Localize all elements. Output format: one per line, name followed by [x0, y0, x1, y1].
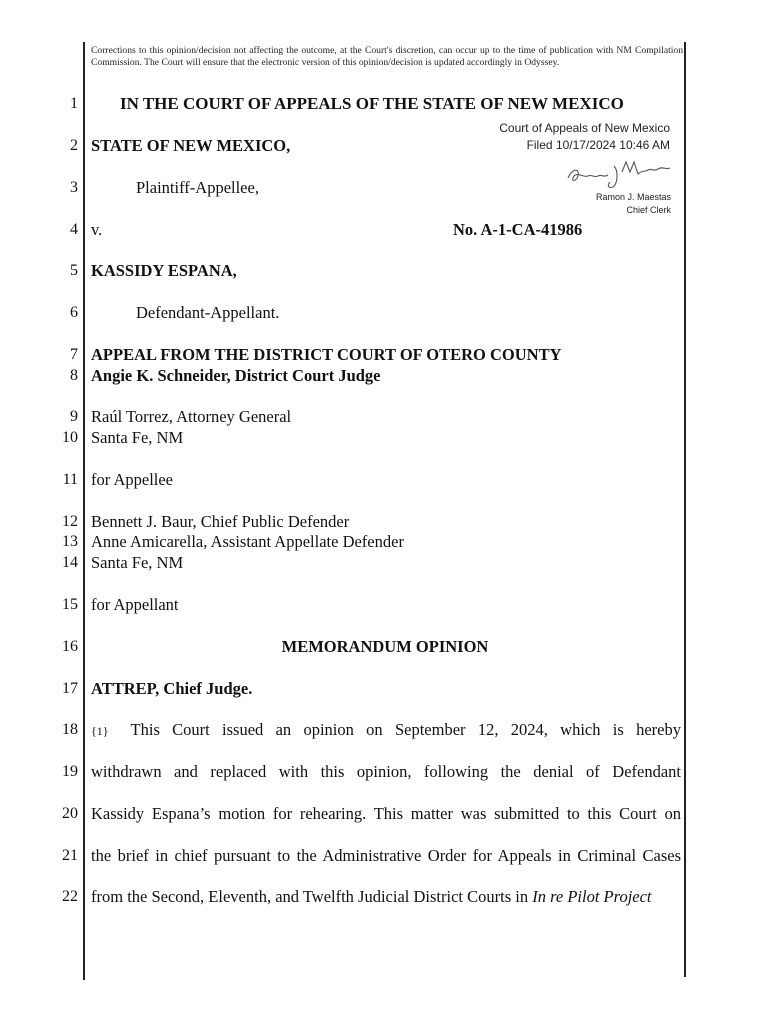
court-heading: IN THE COURT OF APPEALS OF THE STATE OF NEW MEXICO: [120, 94, 624, 113]
left-margin-rule: [83, 42, 85, 980]
defendant-role: Defendant-Appellant.: [136, 303, 280, 322]
line-number: 16: [62, 638, 78, 655]
opinion-line: the brief in chief pursuant to the Administrative Order for Appeals in Criminal Cases: [91, 846, 681, 865]
line-number: 18: [62, 721, 78, 738]
corrections-notice: Corrections to this opinion/decision not affecting the outcome, at the Court's discretion, can occur up to the time of publication with NM Compilation Commission. The Court will ensure that the electronic version of this opinion/decision is updated accordingly in Odyssey.: [91, 45, 683, 68]
case-citation: In re Pilot Project: [532, 887, 652, 906]
defendant-name: KASSIDY ESPANA,: [91, 261, 237, 280]
opinion-line: [91, 720, 681, 741]
line-number: 1: [70, 95, 78, 112]
appellant-counsel-line: Santa Fe, NM: [91, 553, 184, 572]
line-number: 6: [70, 304, 78, 321]
case-number: No. A-1-CA-41986: [453, 220, 583, 239]
appellee-counsel-line: Raúl Torrez, Attorney General: [91, 407, 292, 426]
line-number: 21: [62, 847, 78, 864]
opinion-title: MEMORANDUM OPINION: [281, 637, 489, 656]
line-number: 13: [62, 533, 78, 550]
line-number: 17: [62, 680, 78, 697]
right-margin-rule: [684, 42, 686, 977]
stamp-clerk-title: Chief Clerk: [626, 205, 671, 215]
line-number: 11: [62, 471, 78, 488]
stamp-court: Court of Appeals of New Mexico: [499, 121, 670, 135]
line-number: 9: [70, 408, 78, 425]
appeal-from: APPEAL FROM THE DISTRICT COURT OF OTERO COUNTY: [91, 345, 562, 364]
line-number: 4: [70, 221, 78, 238]
stamp-clerk-name: Ramon J. Maestas: [595, 192, 671, 202]
line-number: 15: [62, 596, 78, 613]
line-number: 12: [62, 513, 78, 530]
paragraph-marker: {1}: [91, 724, 109, 738]
plaintiff-name: STATE OF NEW MEXICO,: [91, 136, 291, 155]
line-number: 10: [62, 429, 78, 446]
opinion-line: [91, 887, 681, 907]
line-number: 22: [62, 888, 78, 905]
opinion-line: withdrawn and replaced with this opinion, following the denial of Defendant: [91, 762, 681, 781]
line-number: 20: [62, 805, 78, 822]
clerk-signature-image: [562, 156, 674, 192]
for-appellee: for Appellee: [91, 470, 174, 489]
line-number: 3: [70, 179, 78, 196]
line-number: 8: [70, 367, 78, 384]
for-appellant: for Appellant: [91, 595, 179, 614]
line-number: 14: [62, 554, 78, 571]
district-judge: Angie K. Schneider, District Court Judge: [91, 366, 381, 385]
line-number: 5: [70, 262, 78, 279]
appellant-counsel-line: Bennett J. Baur, Chief Public Defender: [91, 512, 350, 531]
opinion-line-text: from the Second, Eleventh, and Twelfth Judicial District Courts in: [91, 887, 533, 906]
line-number: 19: [62, 763, 78, 780]
stamp-filed: Filed 10/17/2024 10:46 AM: [526, 138, 670, 152]
opinion-line: Kassidy Espana’s motion for rehearing. This matter was submitted to this Court on: [91, 804, 681, 823]
opinion-line-text: This Court issued an opinion on September 12, 2024, which is hereby: [130, 720, 681, 739]
line-number: 2: [70, 137, 78, 154]
appellee-counsel-line: Santa Fe, NM: [91, 428, 184, 447]
versus: v.: [91, 220, 103, 239]
appellant-counsel-line: Anne Amicarella, Assistant Appellate Defender: [91, 532, 404, 551]
plaintiff-role: Plaintiff-Appellee,: [136, 178, 259, 197]
line-number: 7: [70, 346, 78, 363]
opinion-author: ATTREP, Chief Judge.: [91, 679, 253, 698]
